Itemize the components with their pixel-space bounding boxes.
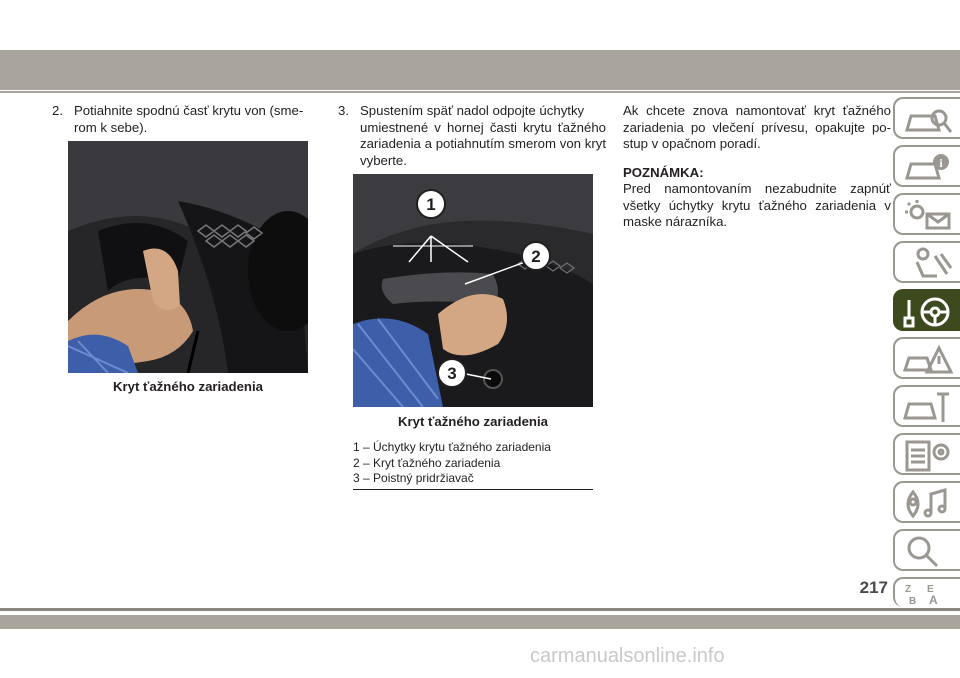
tab-steering-key[interactable] [893, 289, 960, 331]
legend-item-3: 3 – Poistný pridržiavač [353, 471, 474, 485]
reinstall-paragraph: Ak chcete znova namontovať kryt ťažného zariadenia po vlečení prívesu, opakujte po-stup v opačnom poradí. [623, 103, 891, 152]
legend-item-2: 2 – Kryt ťažného zariadenia [353, 455, 501, 470]
car-tools-icon [901, 390, 957, 426]
tab-media[interactable] [893, 481, 960, 523]
step-2 [52, 103, 322, 136]
figure-caption-1: Kryt ťažného zariadenia [113, 379, 263, 394]
svg-text:E: E [927, 584, 934, 595]
tab-car-search[interactable] [893, 97, 960, 139]
note-text: Pred namontovaním nezabudnite zapnúť všetky úchytky krytu ťažného zariadenia v maske nárazníka. [623, 181, 891, 230]
svg-text:A: A [929, 593, 938, 607]
figure-legend [353, 440, 593, 487]
footer-rule [0, 608, 960, 611]
tab-warning-lights[interactable] [893, 193, 960, 235]
car-info-icon [901, 150, 957, 186]
tab-car-tools[interactable] [893, 385, 960, 427]
airbag-seat-icon [901, 246, 957, 282]
legend-rule [353, 489, 593, 490]
figure-photo-2 [353, 174, 593, 407]
svg-text:i: i [939, 156, 943, 170]
header-rule [0, 91, 960, 93]
tab-search[interactable] [893, 529, 960, 571]
step-text-line2: rom k sebe). [74, 119, 148, 135]
tab-airbag-seat[interactable] [893, 241, 960, 283]
callout-2: 2 [531, 247, 541, 266]
callout-1: 1 [426, 195, 436, 214]
photo-illustration [353, 174, 593, 407]
accident-warning-icon [901, 342, 957, 378]
step-number: 3. [338, 103, 349, 118]
step-text-line1: Potiahnite spodnú časť krytu von (sme- [74, 103, 304, 118]
car-search-icon [901, 102, 957, 138]
specs-gear-icon [901, 438, 957, 474]
tab-specs[interactable] [893, 433, 960, 475]
note-title: POZNÁMKA: [623, 165, 704, 180]
page-number: 217 [859, 578, 888, 597]
tab-index[interactable] [893, 577, 960, 607]
svg-text:Z: Z [905, 584, 912, 595]
search-icon [901, 534, 957, 570]
photo-illustration [68, 141, 308, 373]
callout-3: 3 [447, 364, 457, 383]
warning-lights-icon [901, 198, 957, 234]
tab-car-info[interactable] [893, 145, 960, 187]
figure-photo-1 [68, 141, 308, 373]
step-number: 2. [52, 103, 63, 118]
media-icon [901, 486, 957, 522]
figure-caption-2: Kryt ťažného zariadenia [398, 414, 548, 429]
step-text-line1: Spustením späť nadol odpojte úchytky [360, 103, 585, 118]
step-text-rest: umiestnené v hornej časti krytu ťažného zariadenia a potiahnutím smerom von kryt vyberte. [360, 119, 606, 168]
tab-accident-warning[interactable] [893, 337, 960, 379]
header-band [0, 50, 960, 90]
footer-band [0, 615, 960, 629]
watermark: carmanualsonline.info [530, 645, 725, 667]
legend-item-1: 1 – Úchytky krytu ťažného zariadenia [353, 440, 551, 454]
step-3 [338, 103, 606, 169]
svg-text:B: B [909, 596, 917, 607]
steering-key-icon [901, 294, 957, 330]
